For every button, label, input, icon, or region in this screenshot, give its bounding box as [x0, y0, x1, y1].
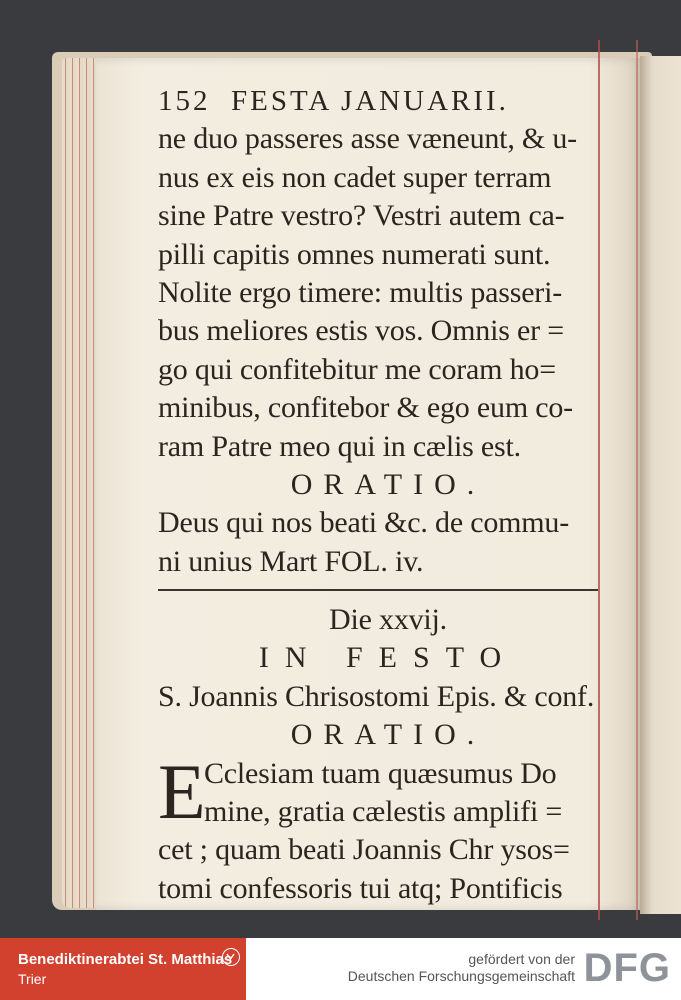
funder-line: gefördert von der: [468, 951, 575, 967]
page-number: 152: [158, 85, 211, 117]
drop-cap: E: [158, 747, 206, 835]
text-line: sine Patre vestro? Vestri autem ca-: [158, 199, 565, 233]
text-line: tomi confessoris tui atq; Pontificis: [158, 871, 563, 905]
page-text: [158, 82, 618, 908]
text-line: Cclesiam tuam quæsumus Do: [204, 756, 557, 790]
ribbon-bookmark-2: [636, 40, 638, 920]
text-line: pilli capitis omnes numerati sunt.: [158, 237, 551, 271]
text-line: bus meliores estis vos. Omnis er =: [158, 314, 564, 348]
dfg-logo[interactable]: DFG: [583, 946, 671, 990]
text-line: cet ; quam beati Joannis Chr ysos=: [158, 833, 570, 867]
running-title: FESTA JANUARII.: [231, 85, 509, 117]
text-line: mine, gratia cælestis amplifi =: [204, 795, 563, 829]
text-line: ni unius Mart FOL. iv.: [158, 544, 424, 578]
abbey-logo-icon: [222, 948, 240, 966]
oratio-paragraph: [158, 747, 618, 909]
oratio-heading: ORATIO.: [290, 718, 486, 752]
date-line: Die xxvij.: [329, 603, 447, 637]
text-line: go qui confitebitur me coram ho=: [158, 352, 556, 386]
text-line: ne duo passeres asse væneunt, & u-: [158, 122, 577, 156]
institution-city: Trier: [18, 971, 47, 987]
text-line: Deus qui nos beati &c. de commu-: [158, 506, 570, 540]
text-line: nus ex eis non cadet super terram: [158, 160, 552, 194]
text-line: ram Patre meo qui in cælis est.: [158, 429, 521, 463]
text-line: minibus, confitebor & ego eum co-: [158, 391, 573, 425]
funder-credit: [348, 951, 575, 985]
section-divider: [158, 589, 598, 591]
running-head: [158, 82, 618, 120]
oratio-heading: ORATIO.: [290, 467, 486, 501]
funder-line: Deutschen Forschungsgemeinschaft: [347, 968, 575, 984]
footer-bar: [0, 938, 681, 1000]
facing-page-edge: [640, 56, 681, 914]
feast-subheading: S. Joannis Chrisostomi Epis. & conf.: [158, 679, 595, 713]
text-line: Nolite ergo timere: multis passeri-: [158, 275, 563, 309]
institution-banner[interactable]: [0, 938, 246, 1000]
feast-heading: IN FESTO: [258, 641, 518, 675]
institution-name: Benediktinerabtei St. Matthias: [18, 951, 233, 968]
